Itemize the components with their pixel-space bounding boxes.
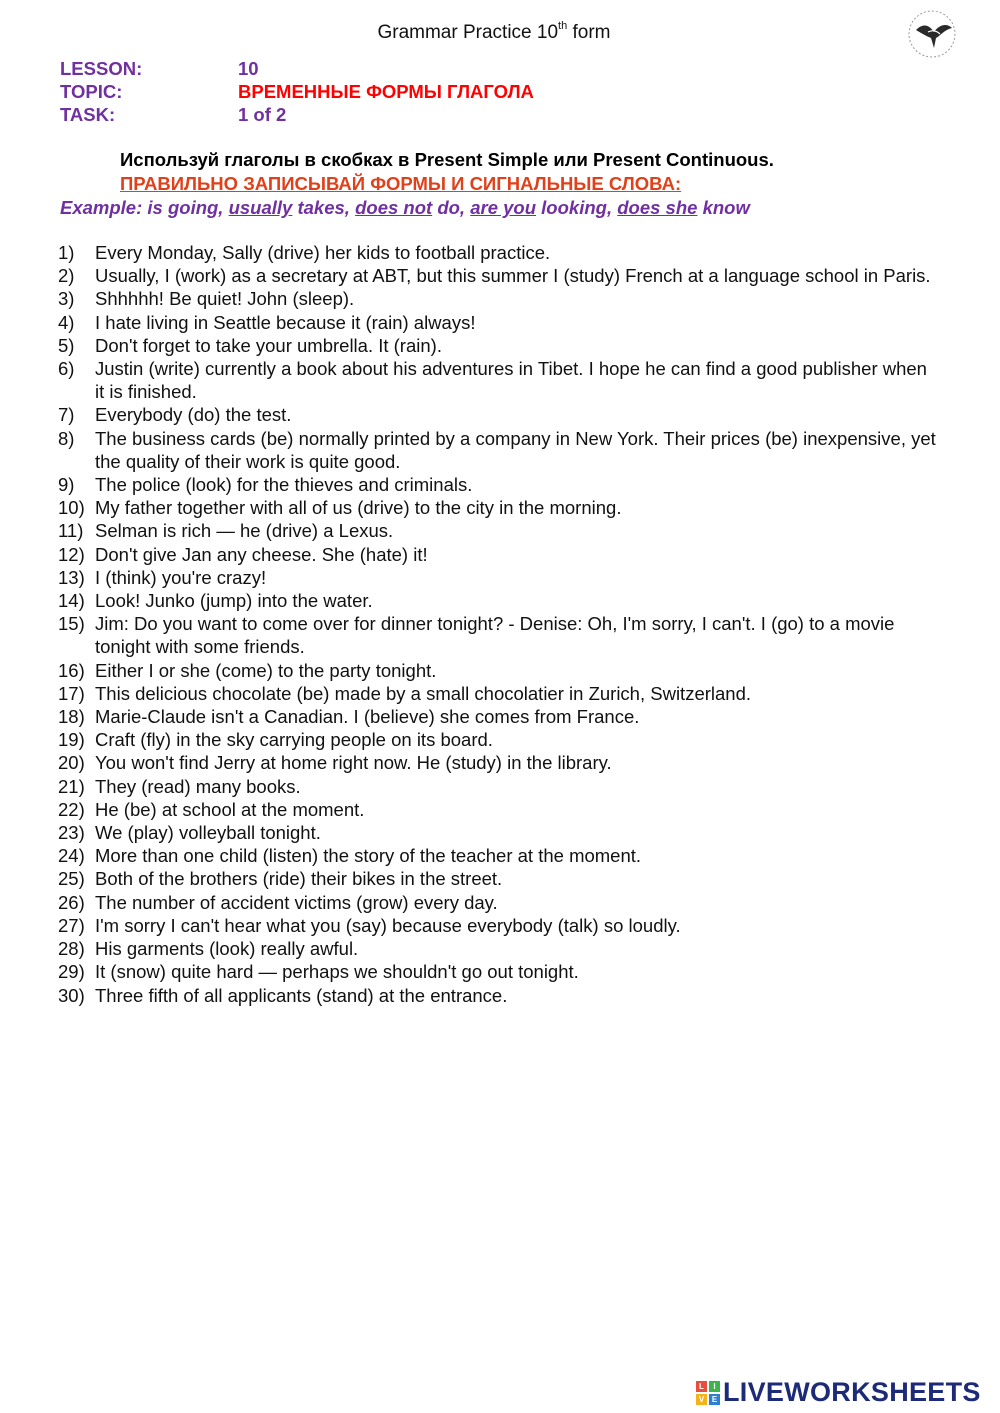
- exercise-number: 14): [58, 590, 85, 612]
- exercise-number: 8): [58, 427, 75, 449]
- logo-square: L: [696, 1381, 707, 1392]
- exercise-item: [58, 473, 938, 496]
- exercise-item: [58, 543, 938, 566]
- exercise-number: 17): [58, 682, 85, 704]
- exercise-sentence: Usually, I (work) as a secretary at ABT, but this summer I (study) French at a language school in Paris.: [95, 265, 931, 287]
- exercise-item: [58, 566, 938, 589]
- exercise-item: [58, 960, 938, 983]
- exercise-number: 30): [58, 984, 85, 1006]
- exercise-sentence: Every Monday, Sally (drive) her kids to football practice.: [95, 242, 551, 263]
- example-underlined: are you: [470, 197, 537, 218]
- exercise-item: [58, 821, 938, 844]
- example-line: [60, 196, 750, 220]
- exercise-number: 21): [58, 775, 85, 797]
- logo-square: I: [709, 1381, 720, 1392]
- example-text: know: [697, 197, 750, 218]
- exercise-sentence: This delicious chocolate (be) made by a small chocolatier in Zurich, Switzerland.: [95, 682, 752, 704]
- exercise-number: 18): [58, 706, 85, 728]
- lesson-value: 10: [238, 58, 259, 79]
- example-underlined: usually: [228, 197, 293, 218]
- exercise-number: 26): [58, 891, 85, 913]
- exercise-number: 24): [58, 845, 85, 867]
- exercise-item: [58, 496, 938, 519]
- exercise-sentence: Marie-Claude isn't a Canadian. I (believe) she comes from France.: [95, 706, 640, 728]
- exercise-item: [58, 844, 938, 867]
- exercise-number: 27): [58, 914, 85, 936]
- exercise-sentence: Justin (write) currently a book about his adventures in Tibet. I hope he can find a good publisher when it is finished.: [95, 358, 927, 403]
- exercise-item: [58, 891, 938, 914]
- exercise-sentence: I (think) you're crazy!: [95, 566, 267, 588]
- exercise-sentence: More than one child (listen) the story of the teacher at the moment.: [95, 845, 642, 867]
- exercise-sentence: Selman is rich — he (drive) a Lexus.: [95, 520, 394, 542]
- exercise-item: [58, 403, 938, 426]
- instruction-line: Используй глаголы в скобках в Present Simple или Present Continuous.: [120, 149, 774, 170]
- exercise-sentence: The number of accident victims (grow) every day.: [95, 891, 498, 913]
- exercise-number: 29): [58, 961, 85, 983]
- exercise-list: [58, 241, 938, 1007]
- exercise-item: [58, 751, 938, 774]
- header-title-superscript: th: [558, 20, 568, 32]
- exercise-sentence: You won't find Jerry at home right now. He (study) in the library.: [95, 752, 612, 774]
- exercise-sentence: Either I or she (come) to the party tonight.: [95, 659, 437, 681]
- exercise-sentence: They (read) many books.: [95, 775, 301, 797]
- header-title-suffix: form: [567, 22, 611, 43]
- liveworksheets-logo: [696, 1377, 981, 1408]
- example-text: do,: [432, 197, 471, 218]
- exercise-number: 9): [58, 474, 75, 496]
- exercise-number: 10): [58, 497, 85, 519]
- exercise-sentence: The business cards (be) normally printed by a company in New York. Their prices (be) inexpensive, yet the quality of their work is quite good.: [95, 427, 936, 472]
- exercise-number: 7): [58, 404, 75, 426]
- exercise-sentence: His garments (look) really awful.: [95, 938, 359, 960]
- logo-square: E: [709, 1394, 720, 1405]
- exercise-number: 13): [58, 566, 85, 588]
- exercise-number: 3): [58, 288, 75, 310]
- liveworksheets-squares-icon: [696, 1381, 720, 1405]
- exercise-sentence: We (play) volleyball tonight.: [95, 822, 321, 844]
- exercise-item: [58, 659, 938, 682]
- exercise-number: 28): [58, 938, 85, 960]
- exercise-item: [58, 682, 938, 705]
- exercise-item: [58, 984, 938, 1007]
- exercise-number: 15): [58, 613, 85, 635]
- lesson-label: LESSON:: [60, 58, 143, 79]
- header-title-text: Grammar Practice 10: [377, 22, 559, 43]
- exercise-item: [58, 775, 938, 798]
- example-underlined: does she: [617, 197, 698, 218]
- exercise-number: 22): [58, 798, 85, 820]
- logo-square: V: [696, 1394, 707, 1405]
- exercise-item: [58, 798, 938, 821]
- exercise-number: 4): [58, 311, 75, 333]
- lesson-meta: [60, 57, 534, 126]
- exercise-item: [58, 264, 938, 287]
- exercise-item: [58, 612, 938, 658]
- exercise-number: 5): [58, 334, 75, 356]
- exercise-sentence: Look! Junko (jump) into the water.: [95, 590, 373, 612]
- exercise-sentence: He (be) at school at the moment.: [95, 798, 365, 820]
- exercise-number: 12): [58, 543, 85, 565]
- exercise-sentence: Three fifth of all applicants (stand) at the entrance.: [95, 984, 508, 1006]
- exercise-number: 11): [58, 520, 84, 542]
- exercise-number: 23): [58, 822, 85, 844]
- exercise-number: 25): [58, 868, 85, 890]
- exercise-item: [58, 241, 938, 264]
- exercise-item: [58, 914, 938, 937]
- exercise-item: [58, 334, 938, 357]
- exercise-item: [58, 357, 938, 403]
- lesson-row: [60, 57, 534, 80]
- task-value: 1 of 2: [238, 104, 287, 125]
- exercise-number: 6): [58, 358, 75, 380]
- exercise-item: [58, 589, 938, 612]
- exercise-sentence: Don't forget to take your umbrella. It (rain).: [95, 334, 442, 356]
- exercise-number: 16): [58, 659, 85, 681]
- instruction-warning: ПРАВИЛЬНО ЗАПИСЫВАЙ ФОРМЫ И СИГНАЛЬНЫЕ СЛОВА:: [120, 173, 682, 194]
- example-text: takes,: [292, 197, 356, 218]
- exercise-number: 2): [58, 265, 75, 287]
- exercise-item: [58, 867, 938, 890]
- exercise-number: 1): [58, 242, 75, 263]
- page-header-title: [0, 22, 988, 44]
- exercise-sentence: It (snow) quite hard — perhaps we shouldn't go out tonight.: [95, 961, 579, 983]
- exercise-sentence: Don't give Jan any cheese. She (hate) it!: [95, 543, 428, 565]
- topic-row: [60, 80, 534, 103]
- exercise-number: 20): [58, 752, 85, 774]
- exercise-number: 19): [58, 729, 85, 751]
- topic-label: TOPIC:: [60, 81, 123, 102]
- exercise-item: [58, 427, 938, 473]
- school-seal-logo: [906, 8, 958, 60]
- exercise-item: [58, 519, 938, 542]
- exercise-item: [58, 728, 938, 751]
- example-text: looking,: [536, 197, 618, 218]
- exercise-item: [58, 937, 938, 960]
- exercise-sentence: The police (look) for the thieves and criminals.: [95, 474, 473, 496]
- example-underlined: does not: [355, 197, 433, 218]
- exercise-item: [58, 311, 938, 334]
- exercise-sentence: Shhhhh! Be quiet! John (sleep).: [95, 288, 355, 310]
- exercise-sentence: I hate living in Seattle because it (rain) always!: [95, 311, 476, 333]
- topic-value: ВРЕМЕННЫЕ ФОРМЫ ГЛАГОЛА: [238, 81, 534, 102]
- exercise-sentence: My father together with all of us (drive) to the city in the morning.: [95, 497, 622, 519]
- instruction-block: [120, 148, 774, 196]
- exercise-item: [58, 705, 938, 728]
- exercise-sentence: I'm sorry I can't hear what you (say) because everybody (talk) so loudly.: [95, 914, 681, 936]
- exercise-sentence: Both of the brothers (ride) their bikes in the street.: [95, 868, 503, 890]
- exercise-item: [58, 287, 938, 310]
- task-row: [60, 103, 534, 126]
- exercise-sentence: Everybody (do) the test.: [95, 404, 292, 426]
- exercise-sentence: Craft (fly) in the sky carrying people on its board.: [95, 729, 493, 751]
- task-label: TASK:: [60, 104, 116, 125]
- liveworksheets-brand: LIVEWORKSHEETS: [723, 1377, 981, 1407]
- example-text: Example: is going,: [60, 197, 229, 218]
- exercise-sentence: Jim: Do you want to come over for dinner tonight? - Denise: Oh, I'm sorry, I can't. I (go) to a movie tonight with some friends.: [95, 613, 895, 658]
